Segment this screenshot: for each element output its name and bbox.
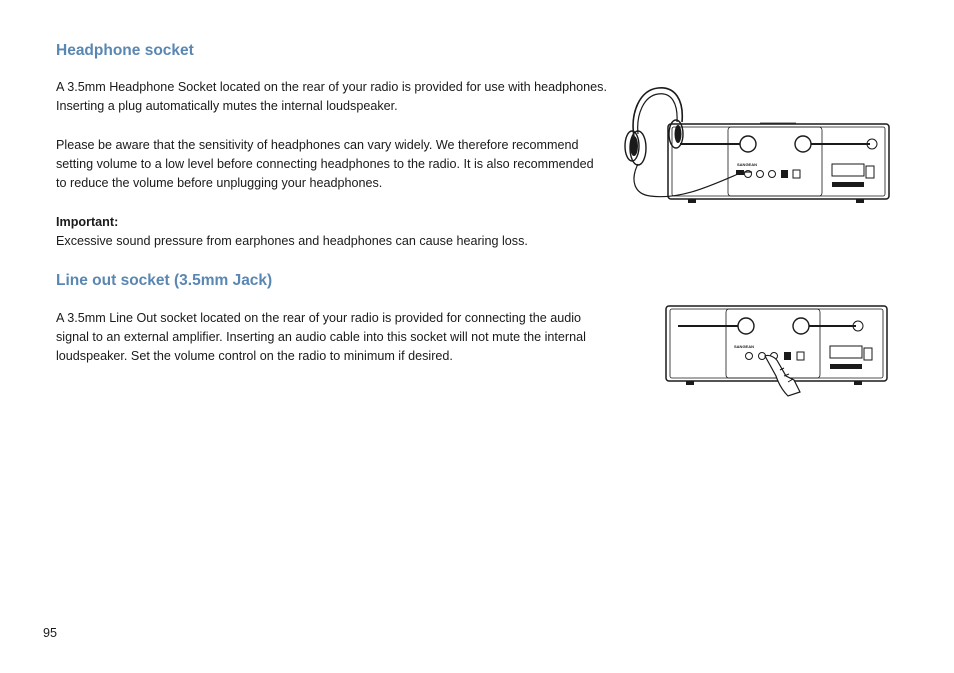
important-text: Excessive sound pressure from earphones and headphones can cause hearing loss. xyxy=(56,234,528,249)
headphone-illustration xyxy=(620,82,892,210)
radio-rear-panel xyxy=(668,123,889,203)
headphone-p1-line1: A 3.5mm Headphone Socket located on the rear of your radio is provided for use with headphones. xyxy=(56,80,607,94)
lineout-illustration xyxy=(664,304,890,402)
headphones-icon xyxy=(625,88,752,197)
headphone-p2-line2: setting volume to a low level before connecting headphones to the radio. It is also recommended xyxy=(56,157,594,172)
pointing-hand-icon xyxy=(765,355,800,396)
headphone-heading: Headphone socket xyxy=(56,42,194,59)
lineout-line3: loudspeaker. Set the volume control on the radio to minimum if desired. xyxy=(56,349,453,364)
important-label: Important: xyxy=(56,215,119,229)
radio-brand-label: SANGEAN xyxy=(737,162,758,167)
lineout-paragraph xyxy=(56,309,616,367)
headphone-p1-line2: Inserting a plug automatically mutes the internal loudspeaker. xyxy=(56,99,398,114)
page-number: 95 xyxy=(43,626,58,640)
lineout-line1: A 3.5mm Line Out socket located on the rear of your radio is provided for connecting the audio xyxy=(56,311,582,325)
headphone-p2-line3: to reduce the volume before unplugging your headphones. xyxy=(56,176,383,191)
radio-brand-label-2: SANGEAN xyxy=(734,344,755,349)
headphone-paragraph-1 xyxy=(56,78,616,116)
headphone-paragraph-2 xyxy=(56,136,616,194)
lineout-line2: signal to an external amplifier. Inserting an audio cable into this socket will not mute the internal xyxy=(56,330,586,345)
lineout-heading: Line out socket (3.5mm Jack) xyxy=(56,272,273,289)
important-note xyxy=(56,213,616,251)
headphone-p2-line1: Please be aware that the sensitivity of headphones can vary widely. We therefore recommend xyxy=(56,138,579,152)
